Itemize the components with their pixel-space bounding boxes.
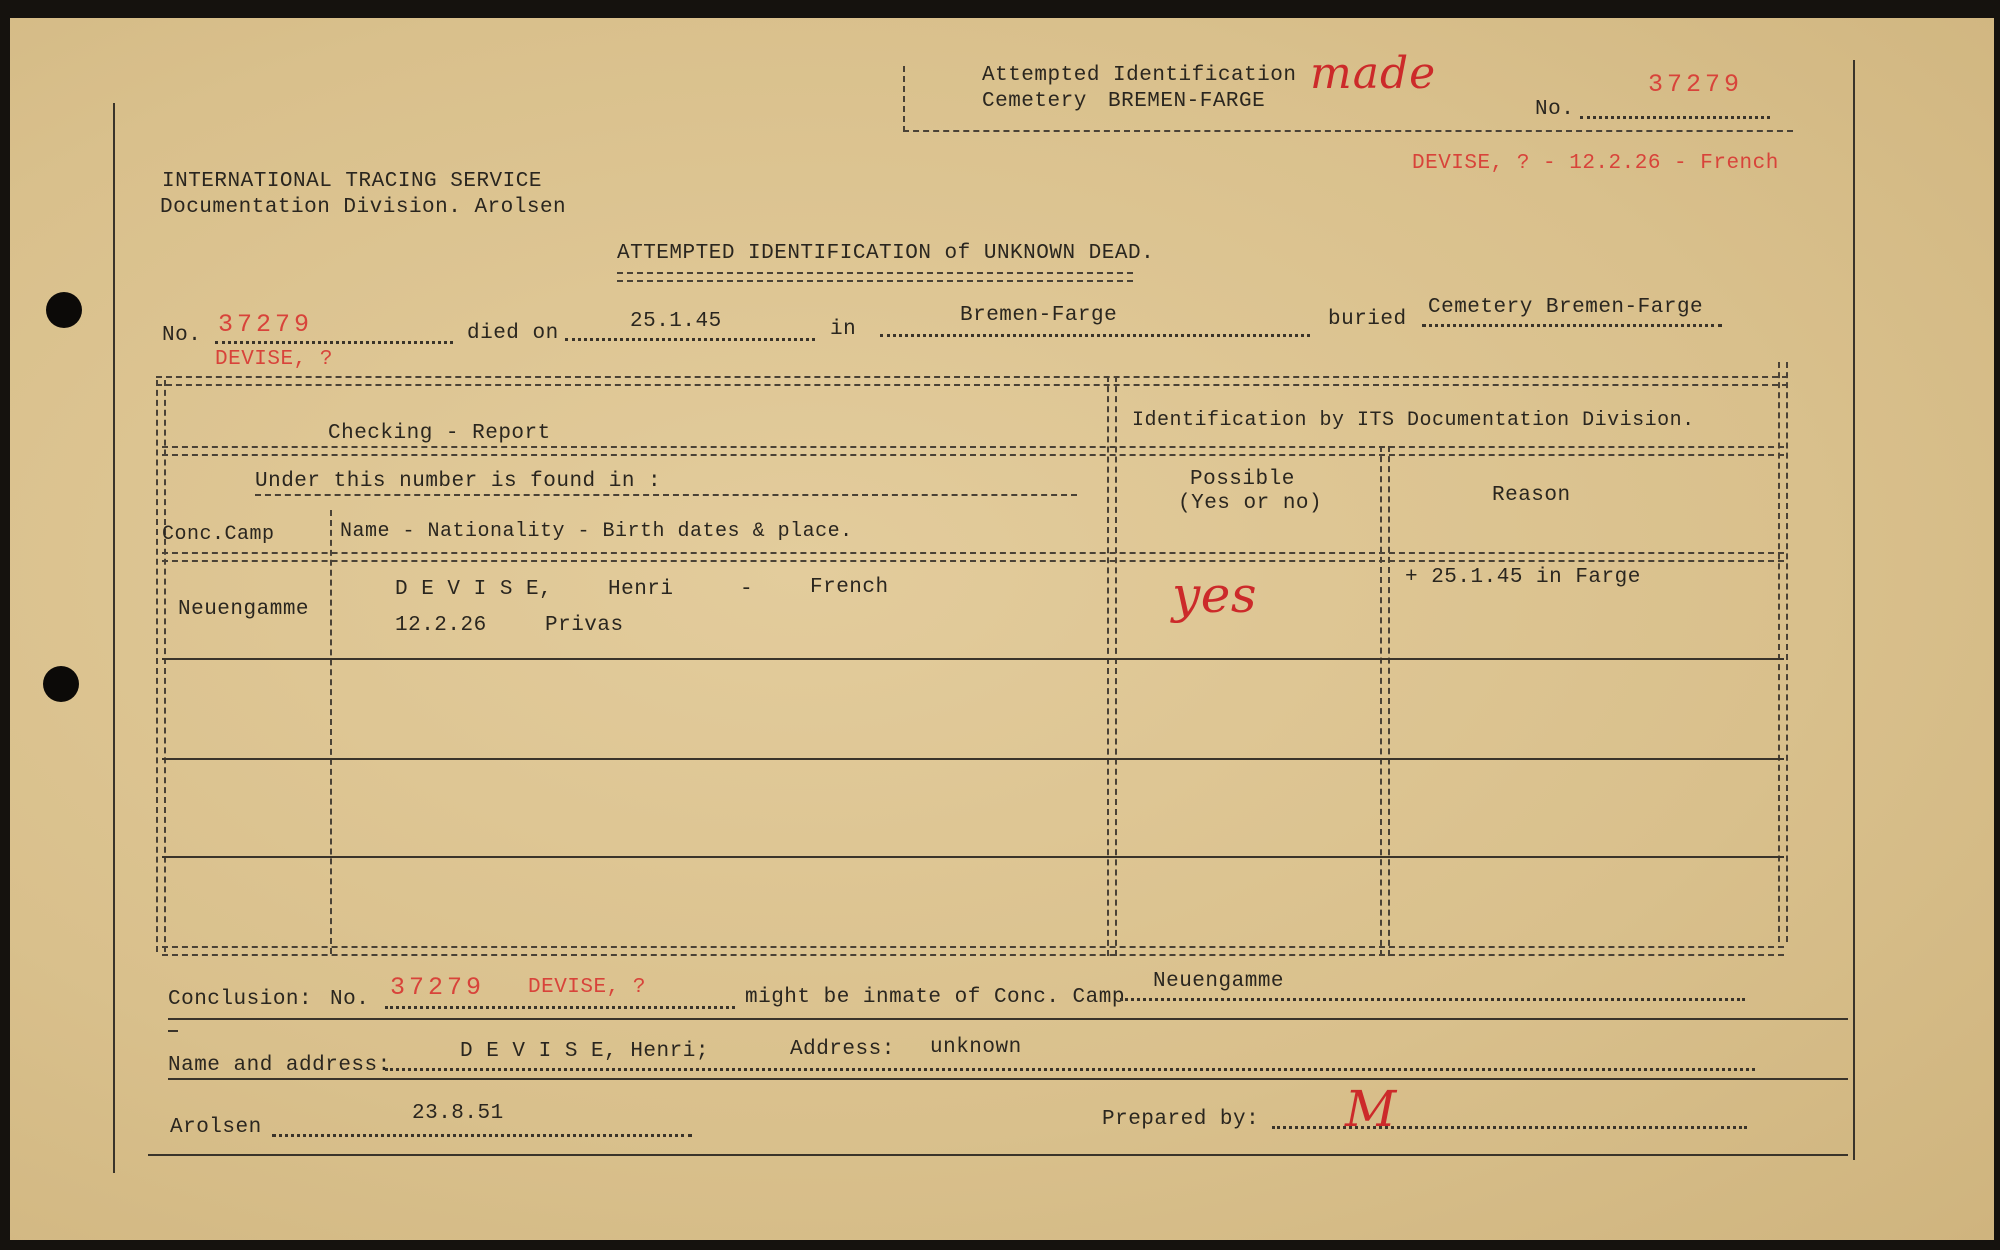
row1-camp: Neuengamme [178, 598, 310, 621]
footer-place: Arolsen [170, 1116, 262, 1139]
footer-date: 23.8.51 [412, 1102, 504, 1125]
name-address-label: Name and address: [168, 1054, 391, 1077]
died-value: 25.1.45 [630, 310, 722, 333]
row1-possible-handwritten: yes [1172, 566, 1257, 624]
conclusion-label: Conclusion: [168, 988, 313, 1011]
row-rule-3 [162, 856, 1784, 858]
punch-hole-top [46, 292, 82, 328]
footer-rule [148, 1154, 1848, 1156]
org-line2: Documentation Division. Arolsen [160, 196, 567, 219]
table-top-border [156, 376, 1788, 386]
row1-firstname: Henri [608, 578, 674, 601]
row1-birthdate: 12.2.26 [395, 614, 487, 637]
conclusion-rule [168, 1018, 1848, 1020]
under-number-rule [255, 494, 1077, 496]
record-no-value: 37279 [218, 310, 314, 339]
name-tick [168, 1030, 178, 1032]
conclusion-text: might be inmate of Conc. Camp [745, 986, 1125, 1009]
table-middle-divider [1107, 376, 1117, 956]
in-value: Bremen-Farge [960, 304, 1118, 327]
box-line1: Attempted Identification [982, 64, 1297, 87]
table-reason-divider [1380, 446, 1390, 956]
header-rule [162, 446, 1784, 456]
table-left-border [156, 380, 166, 952]
record-no-dots [215, 341, 453, 344]
box-cemetery-label: Cemetery [982, 90, 1087, 113]
row-rule-1 [162, 658, 1784, 660]
prepared-by-initial: M [1345, 1080, 1397, 1138]
col-name-header: Name - Nationality - Birth dates & place. [340, 520, 853, 543]
checking-header: Checking - Report [328, 422, 551, 445]
handwritten-made: made [1310, 48, 1437, 99]
in-label: in [830, 318, 857, 341]
prepared-by-dots [1272, 1126, 1747, 1129]
row1-birthplace: Privas [545, 614, 624, 637]
col-possible-header-2: (Yes or no) [1178, 492, 1323, 515]
box-no-label: No. [1535, 98, 1575, 121]
in-dots [880, 334, 1310, 337]
box-bottom-border [903, 130, 1793, 132]
column-header-rule [162, 552, 1784, 562]
prepared-by-label: Prepared by: [1102, 1108, 1260, 1131]
buried-dots [1422, 324, 1722, 327]
card-right-rule [1853, 60, 1855, 1160]
name-address-rule [168, 1078, 1848, 1080]
box-left-border [903, 66, 905, 132]
card-left-rule [113, 103, 115, 1173]
died-dots [565, 338, 815, 341]
box-cemetery-value: BREMEN-FARGE [1108, 90, 1266, 113]
buried-label: buried [1328, 308, 1407, 331]
name-address-name: D E V I S E, Henri; [460, 1040, 709, 1063]
row1-surname: D E V I S E, [395, 578, 553, 601]
conclusion-no-dots [385, 1006, 735, 1009]
table-camp-divider [330, 510, 332, 954]
conclusion-no-label: No. [330, 988, 370, 1011]
died-label: died on [467, 322, 559, 345]
table-bottom-border [162, 946, 1784, 956]
box-summary: DEVISE, ? - 12.2.26 - French [1412, 152, 1779, 175]
title-underline [617, 272, 1133, 282]
org-line1: INTERNATIONAL TRACING SERVICE [162, 170, 542, 193]
record-no-label: No. [162, 324, 202, 347]
box-no-dots [1580, 116, 1770, 119]
box-no-value: 37279 [1648, 70, 1744, 99]
buried-value: Cemetery Bremen-Farge [1428, 296, 1704, 319]
ident-header: Identification by ITS Documentation Division. [1132, 409, 1695, 432]
row1-nationality: French [810, 576, 889, 599]
page-title: ATTEMPTED IDENTIFICATION of UNKNOWN DEAD. [617, 242, 1155, 265]
record-name-red: DEVISE, ? [215, 348, 333, 371]
col-camp-header: Conc.Camp [162, 523, 275, 546]
under-number-text: Under this number is found in : [255, 470, 662, 493]
conclusion-camp-dots [1120, 998, 1745, 1001]
document-card [10, 18, 1994, 1240]
conclusion-name-red: DEVISE, ? [528, 976, 646, 999]
row1-dash: - [740, 578, 754, 601]
conclusion-no-value: 37279 [390, 973, 486, 1002]
address-label: Address: [790, 1038, 895, 1061]
name-address-dots [385, 1068, 1755, 1071]
conclusion-camp: Neuengamme [1153, 970, 1285, 993]
col-reason-header: Reason [1492, 484, 1571, 507]
punch-hole-bottom [43, 666, 79, 702]
footer-date-dots [272, 1134, 692, 1137]
address-value: unknown [930, 1036, 1022, 1059]
row1-reason: + 25.1.45 in Farge [1405, 566, 1641, 589]
col-possible-header-1: Possible [1190, 468, 1295, 491]
row-rule-2 [162, 758, 1784, 760]
